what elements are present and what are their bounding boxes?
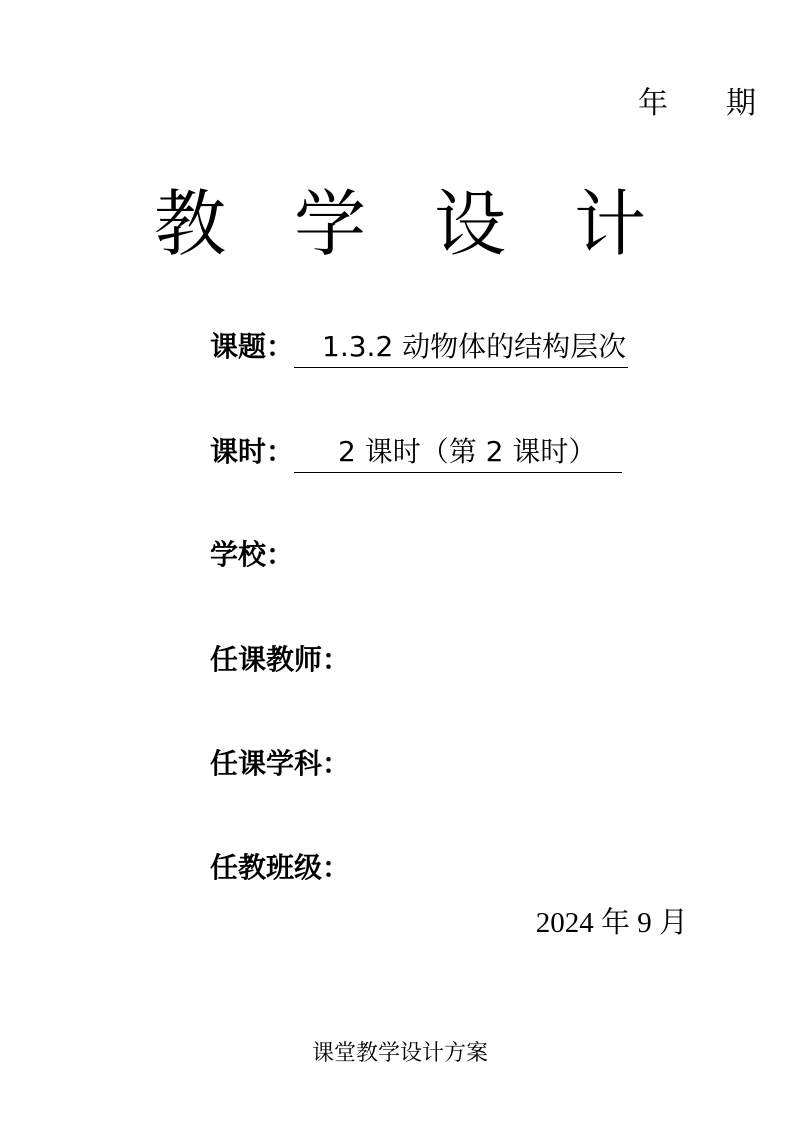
field-hours-label: 课时： xyxy=(210,435,295,468)
field-topic xyxy=(210,325,628,368)
title-char: 设 xyxy=(433,182,506,266)
field-class-label: 任教班级： xyxy=(210,851,351,884)
title-char: 教 xyxy=(153,182,226,266)
field-subject-label: 任课学科： xyxy=(210,747,351,780)
field-hours xyxy=(210,430,622,473)
title-char: 学 xyxy=(293,182,366,266)
title-char: 计 xyxy=(573,182,646,266)
term-header xyxy=(638,78,756,122)
field-class xyxy=(210,846,350,886)
field-hours-value: 2 课时（第 2 课时） xyxy=(294,430,622,473)
field-school xyxy=(210,533,294,573)
document-date: 2024 年 9 月 xyxy=(535,907,688,939)
field-teacher xyxy=(210,638,350,678)
field-topic-value: 1.3.2 动物体的结构层次 xyxy=(294,325,628,368)
field-teacher-label: 任课教师： xyxy=(210,643,351,676)
document-title xyxy=(0,166,800,270)
field-topic-label: 课题： xyxy=(210,330,295,363)
term-label: 期 xyxy=(726,86,756,121)
page-footer: 课堂教学设计方案 xyxy=(311,1041,488,1066)
year-label: 年 xyxy=(638,86,668,121)
field-subject xyxy=(210,742,350,782)
field-school-label: 学校： xyxy=(210,538,295,571)
